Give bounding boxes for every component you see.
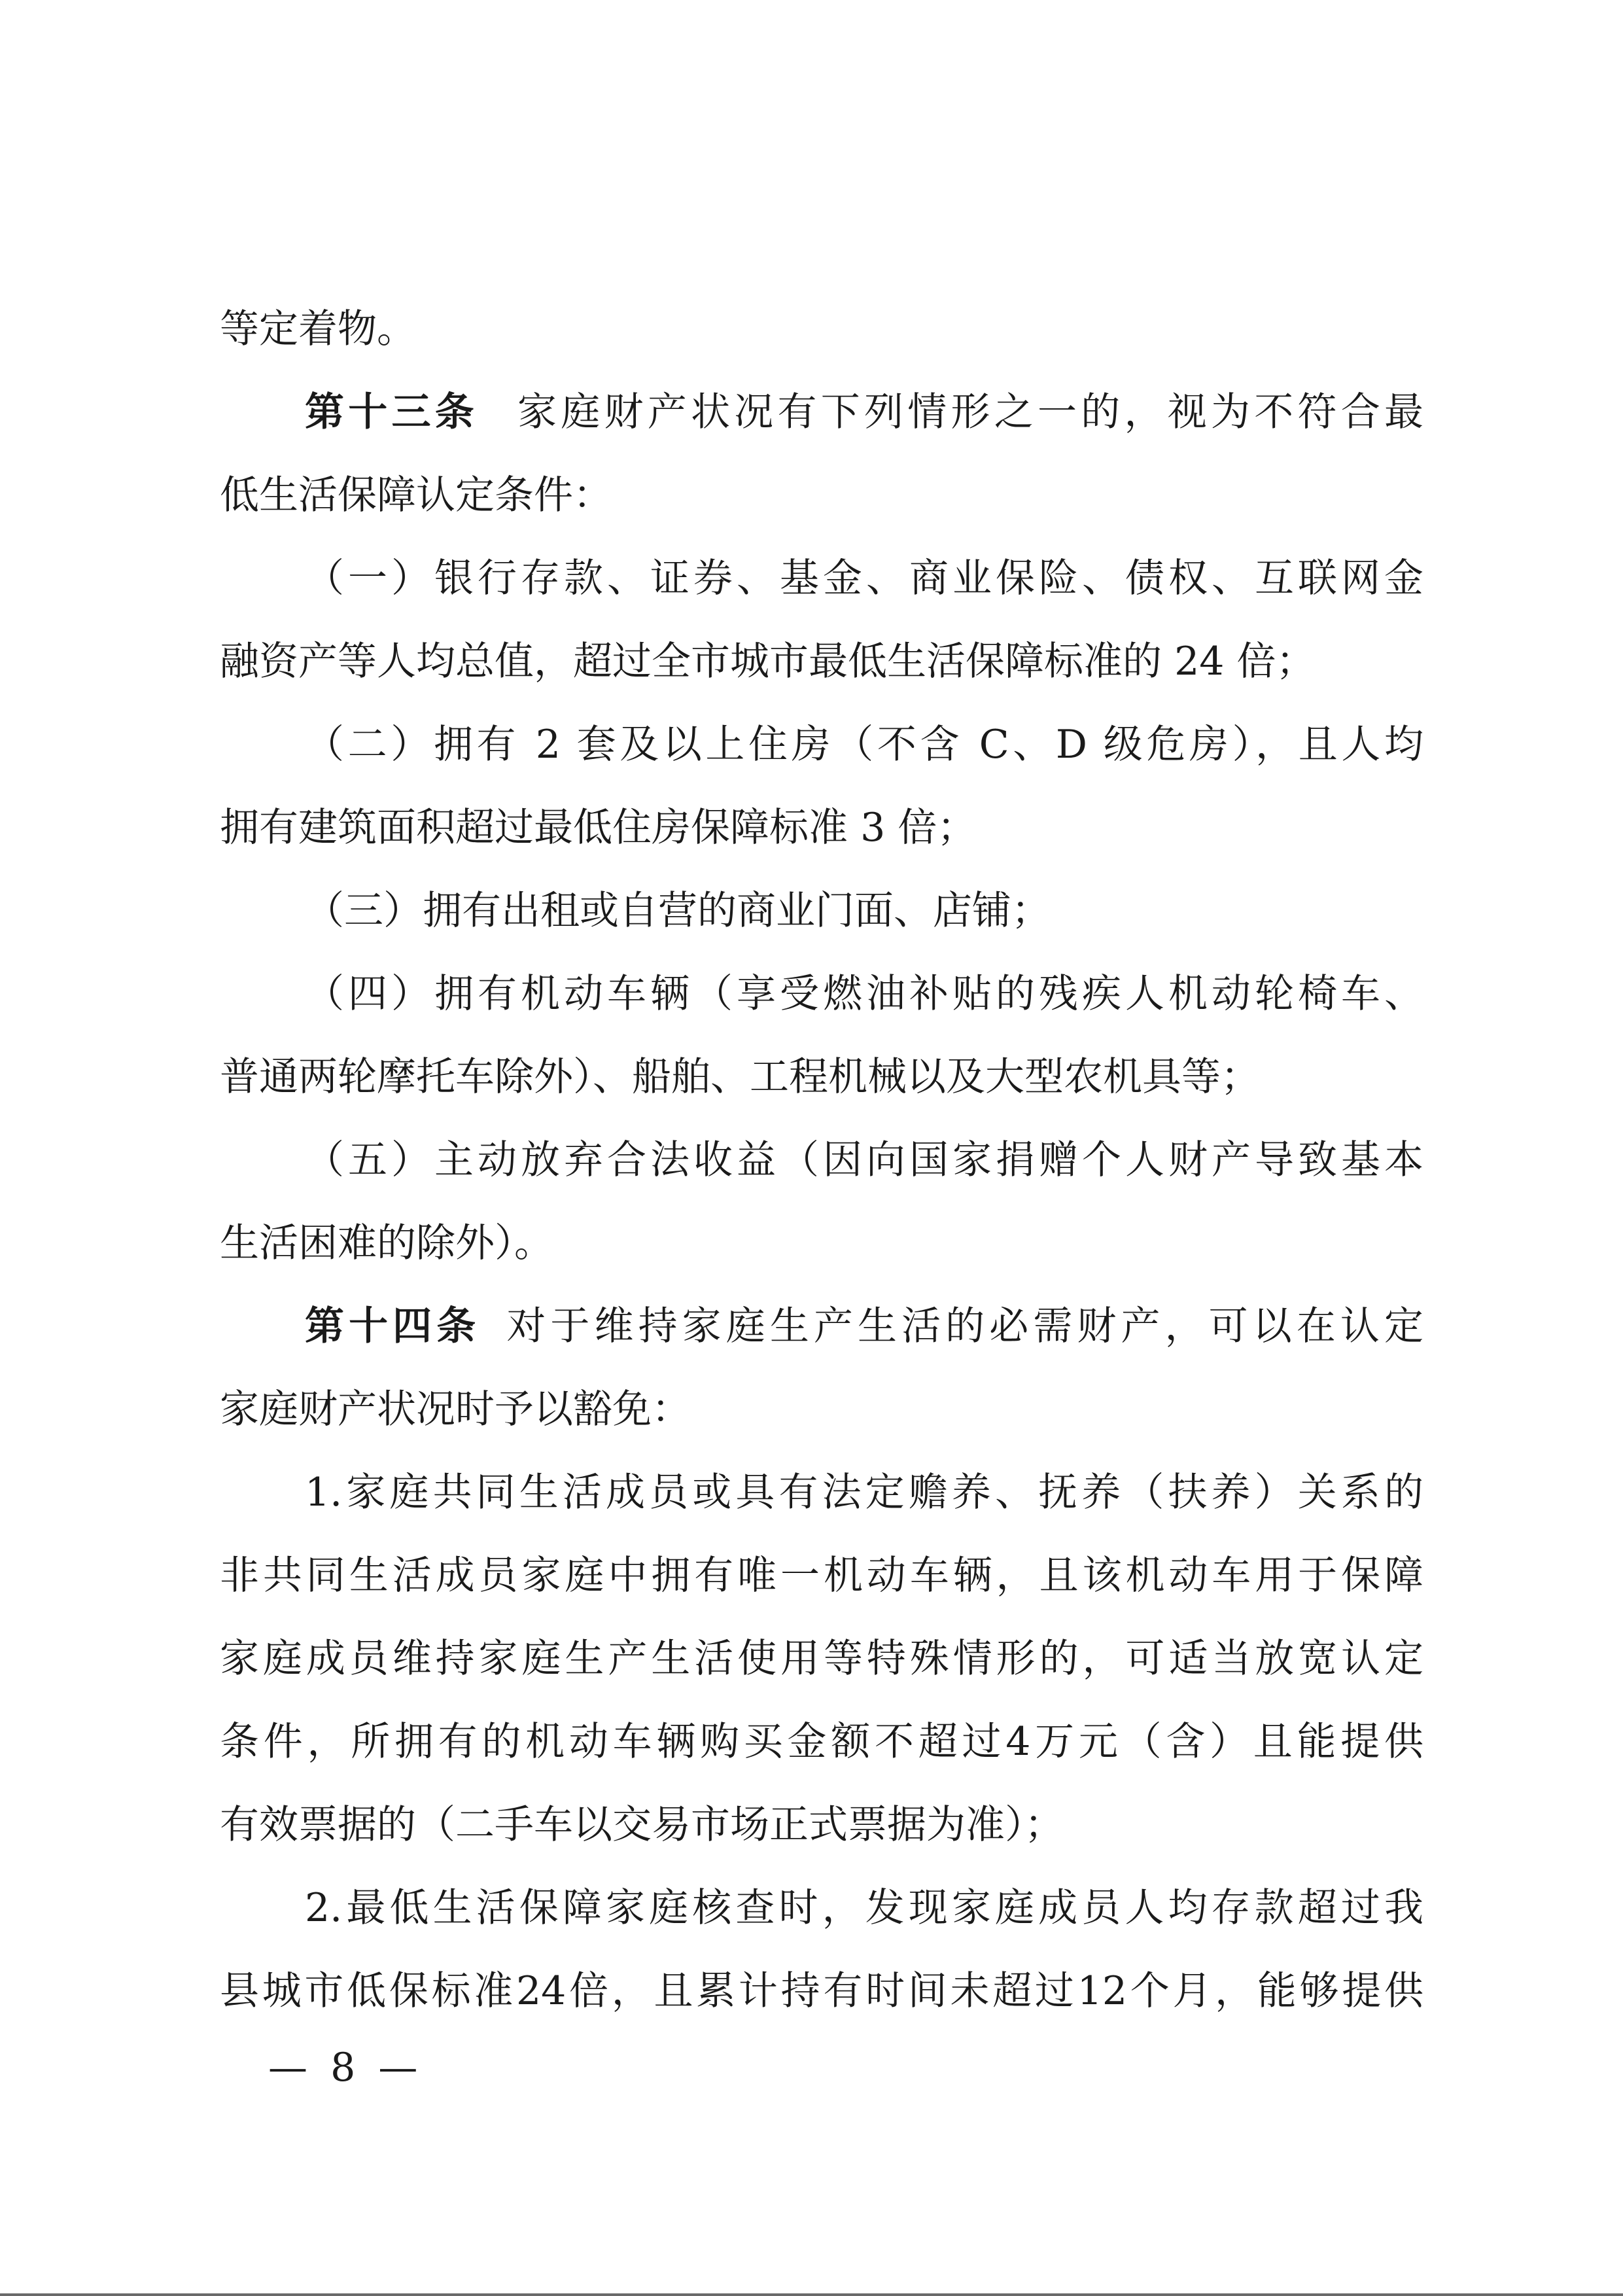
line-text: 条件，所拥有的机动车辆购买金额不超过4万元（含）且能提供	[220, 1719, 1423, 1765]
text-line	[220, 1451, 1423, 1534]
line-text: 2.最低生活保障家庭核查时，发现家庭成员人均存款超过我	[305, 1885, 1423, 1931]
line-text: （五）主动放弃合法收益（因向国家捐赠个人财产导致基本	[305, 1137, 1423, 1183]
line-text: 融资产等人均总值，超过全市城市最低生活保障标准的 24 倍；	[220, 639, 1316, 684]
line-text: 普通两轮摩托车除外）、船舶、工程机械以及大型农机具等；	[220, 1054, 1260, 1100]
text-line	[220, 786, 1423, 870]
bottom-border	[0, 2293, 1623, 2296]
line-text: 对于维持家庭生产生活的必需财产，可以在认定	[506, 1303, 1423, 1349]
text-line	[220, 1617, 1423, 1701]
text-line	[220, 1534, 1423, 1617]
line-text: 家庭成员维持家庭生产生活使用等特殊情形的，可适当放宽认定	[220, 1636, 1423, 1682]
text-line	[220, 1701, 1423, 1784]
text-line	[220, 1784, 1423, 1867]
text-line	[220, 1202, 1423, 1285]
line-text: 拥有建筑面积超过最低住房保障标准 3 倍；	[220, 805, 977, 851]
text-line	[220, 870, 1423, 953]
line-text: 县城市低保标准24倍，且累计持有时间未超过12个月，能够提供	[220, 1968, 1423, 2014]
text-line	[220, 371, 1423, 454]
line-text: 低生活保障认定条件：	[220, 472, 612, 518]
article-heading: 第十四条	[305, 1303, 481, 1349]
text-line	[220, 1119, 1423, 1202]
text-line	[220, 953, 1423, 1036]
line-text: 1.家庭共同生活成员或具有法定赡养、抚养（扶养）关系的	[305, 1470, 1423, 1515]
text-line	[220, 454, 1423, 537]
line-text: 家庭财产状况有下列情形之一的，视为不符合最	[517, 389, 1423, 435]
line-text: 有效票据的（二手车以交易市场正式票据为准）；	[220, 1802, 1064, 1848]
line-text: （四）拥有机动车辆（享受燃油补贴的残疾人机动轮椅车、	[305, 971, 1423, 1017]
line-text: （二）拥有 2 套及以上住房（不含 C、D 级危房），且人均	[305, 722, 1423, 768]
text-line	[220, 703, 1423, 786]
text-line	[220, 537, 1423, 620]
text-line	[220, 1285, 1423, 1368]
text-line	[220, 1950, 1423, 2033]
text-line	[220, 288, 1423, 371]
page-number: — 8 —	[268, 2045, 423, 2091]
document-body	[220, 288, 1423, 2033]
article-heading: 第十三条	[305, 389, 478, 435]
line-text: 等定着物。	[220, 306, 416, 352]
line-text: 非共同生活成员家庭中拥有唯一机动车辆，且该机动车用于保障	[220, 1553, 1423, 1598]
text-line	[220, 1036, 1423, 1119]
line-text: 家庭财产状况时予以豁免：	[220, 1386, 691, 1432]
text-line	[220, 1368, 1423, 1451]
text-line	[220, 1867, 1423, 1950]
line-text: （三）拥有出租或自营的商业门面、店铺；	[305, 888, 1051, 934]
line-text: （一）银行存款、证券、基金、商业保险、债权、互联网金	[305, 556, 1423, 601]
text-line	[220, 620, 1423, 703]
line-text: 生活困难的除外）。	[220, 1220, 553, 1266]
